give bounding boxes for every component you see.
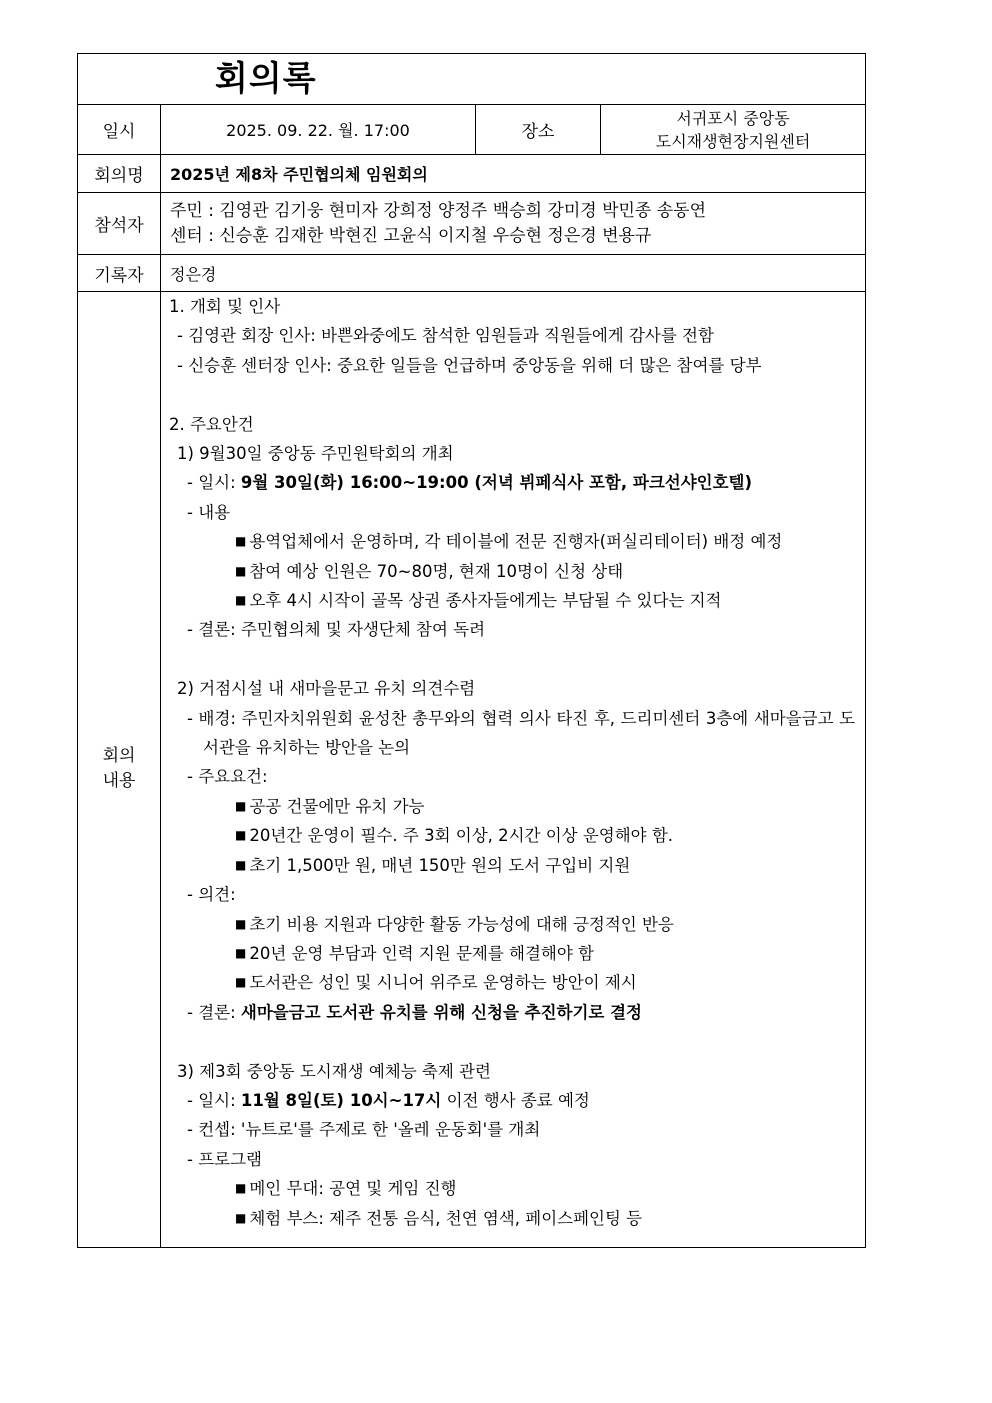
bullet-text: 초기 비용 지원과 다양한 활동 가능성에 대해 긍정적인 반응 — [249, 914, 674, 934]
content-label — [78, 292, 161, 1248]
agenda-3-title: 3) 제3회 중앙동 도시재생 예체능 축제 관련 — [177, 1061, 491, 1081]
agenda-2-conclusion — [169, 998, 855, 1027]
title-cell — [78, 54, 866, 105]
section-1-line-2: - 신승훈 센터장 인사: 중요한 일들을 언급하며 중앙동을 위해 더 많은 참여를 당부 — [177, 355, 762, 375]
agenda-1-bullet-3 — [169, 586, 855, 615]
agenda-2-requirements-label: - 주요요건: — [187, 767, 268, 787]
place-line-2: 도시재생현장지원센터 — [655, 131, 811, 151]
agenda-2-opinion-2 — [169, 939, 855, 968]
agenda-2-conclusion-bold: 새마을금고 도서관 유치를 위해 신청을 추진하기로 결정 — [240, 1002, 642, 1022]
bullet-text: 체험 부스: 제주 전통 음식, 천연 염색, 페이스페인팅 등 — [249, 1208, 643, 1228]
square-bullet-icon: ■ — [235, 534, 247, 549]
attendees-label: 참석자 — [78, 193, 161, 255]
bullet-text: 참여 예상 인원은 70~80명, 현재 10명이 신청 상태 — [249, 561, 624, 581]
agenda-3-date — [169, 1086, 855, 1115]
square-bullet-icon: ■ — [235, 828, 247, 843]
agenda-2-conclusion-prefix: - 결론: — [187, 1002, 241, 1022]
agenda-1-date — [169, 468, 855, 497]
place-line-1: 서귀포시 중앙동 — [676, 108, 790, 128]
attendees-residents: 주민 : 김영관 김기웅 현미자 강희정 양정주 백승희 강미경 박민종 송동연 — [170, 200, 707, 221]
agenda-1-content-label: - 내용 — [187, 502, 231, 522]
agenda-1-date-prefix: - 일시: — [187, 473, 241, 493]
meeting-name-value: 2025년 제8차 주민협의체 임원회의 — [161, 155, 866, 193]
attendees-value — [161, 193, 866, 255]
square-bullet-icon: ■ — [235, 975, 247, 990]
agenda-2-requirement-2 — [169, 821, 855, 850]
agenda-1-date-bold: 9월 30일(화) 16:00~19:00 (저녁 뷔페식사 포함, 파크선샤인호텔) — [240, 473, 753, 493]
square-bullet-icon: ■ — [235, 593, 247, 608]
date-label: 일시 — [78, 105, 161, 155]
bullet-text: 도서관은 성인 및 시니어 위주로 운영하는 방안이 제시 — [249, 973, 637, 993]
bullet-text: 초기 1,500만 원, 매년 150만 원의 도서 구입비 지원 — [249, 855, 631, 875]
square-bullet-icon: ■ — [235, 563, 247, 578]
agenda-2-background: - 배경: 주민자치위원회 윤성찬 총무와의 협력 의사 타진 후, 드리미센터 3층에 새마을금고 도서관을 유치하는 방안을 논의 — [187, 708, 856, 758]
agenda-2-opinions-label: - 의견: — [187, 885, 236, 905]
square-bullet-icon: ■ — [235, 916, 247, 931]
section-1-title: 1. 개회 및 인사 — [169, 297, 281, 316]
bullet-text: 20년 운영 부담과 인력 지원 문제를 해결해야 함 — [249, 943, 594, 963]
agenda-2-opinion-1 — [169, 910, 855, 939]
agenda-3-program-2 — [169, 1204, 855, 1233]
agenda-3-date-suffix: 이전 행사 종료 예정 — [441, 1090, 590, 1110]
square-bullet-icon: ■ — [235, 798, 247, 813]
spacer — [169, 380, 855, 409]
agenda-2-title: 2) 거점시설 내 새마을문고 유치 의견수렴 — [177, 679, 476, 699]
agenda-3-concept: - 컨셉: '뉴트로'를 주제로 한 '올레 운동회'를 개최 — [187, 1120, 541, 1140]
agenda-3-program-label: - 프로그램 — [187, 1149, 262, 1169]
square-bullet-icon: ■ — [235, 857, 247, 872]
agenda-1-title: 1) 9월30일 중앙동 주민원탁회의 개최 — [177, 444, 454, 464]
place-value — [601, 105, 866, 155]
content-label-line-2: 내용 — [102, 771, 136, 792]
section-2-title: 2. 주요안건 — [169, 414, 254, 434]
recorder-value: 정은경 — [161, 255, 866, 292]
content-label-line-1: 회의 — [102, 746, 136, 767]
recorder-label: 기록자 — [78, 255, 161, 292]
document-title: 회의록 — [215, 59, 317, 99]
agenda-3-date-bold: 11월 8일(토) 10시~17시 — [240, 1090, 442, 1110]
place-label: 장소 — [476, 105, 601, 155]
agenda-1-bullet-2 — [169, 557, 855, 586]
agenda-2-requirement-1 — [169, 792, 855, 821]
agenda-1-conclusion: - 결론: 주민협의체 및 자생단체 참여 독려 — [187, 620, 486, 640]
bullet-text: 오후 4시 시작이 골목 상권 종사자들에게는 부담될 수 있다는 지적 — [249, 591, 722, 611]
bullet-text: 용역업체에서 운영하며, 각 테이블에 전문 진행자(퍼실리테이터) 배정 예정 — [249, 532, 783, 552]
bullet-text: 공공 건물에만 유치 가능 — [249, 796, 425, 816]
attendees-center: 센터 : 신승훈 김재한 박현진 고윤식 이지철 우승현 정은경 변용규 — [170, 225, 652, 246]
agenda-2-opinion-3 — [169, 968, 855, 997]
date-value: 2025. 09. 22. 월. 17:00 — [161, 105, 476, 155]
square-bullet-icon: ■ — [235, 1181, 247, 1196]
agenda-3-date-prefix: - 일시: — [187, 1090, 241, 1110]
meeting-name-label: 회의명 — [78, 155, 161, 193]
meeting-minutes-document — [77, 53, 865, 1248]
content-body — [161, 292, 866, 1248]
minutes-table — [77, 53, 866, 1248]
square-bullet-icon: ■ — [235, 1210, 247, 1225]
agenda-3-program-1 — [169, 1174, 855, 1203]
spacer — [169, 645, 855, 674]
bullet-text: 메인 무대: 공연 및 게임 진행 — [249, 1179, 457, 1199]
section-1-line-1: - 김영관 회장 인사: 바쁜와중에도 참석한 임원들과 직원들에게 감사를 전함 — [177, 326, 714, 346]
agenda-1-bullet-1 — [169, 527, 855, 556]
agenda-2-requirement-3 — [169, 851, 855, 880]
spacer — [169, 1027, 855, 1056]
bullet-text: 20년간 운영이 필수. 주 3회 이상, 2시간 이상 운영해야 함. — [249, 826, 674, 846]
square-bullet-icon: ■ — [235, 945, 247, 960]
